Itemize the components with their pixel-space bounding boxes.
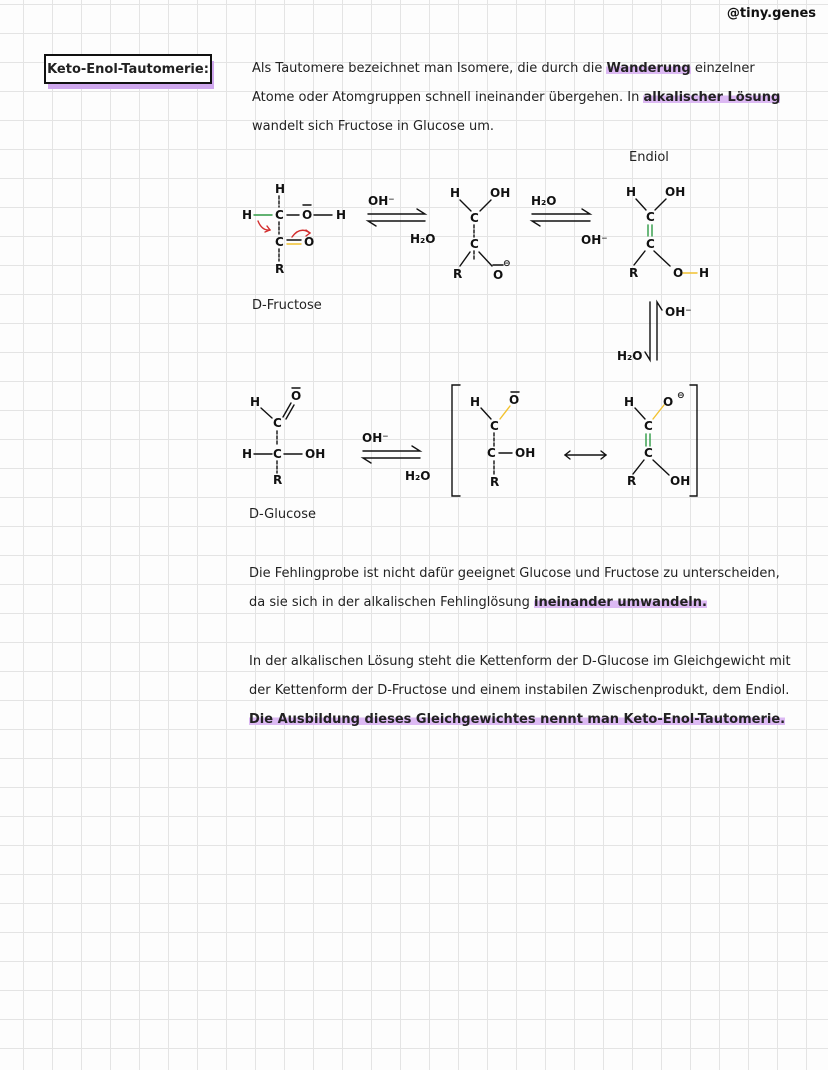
equilibrium-text: In der alkalischen Lösung steht die Kettenform der D-Glucose im Gleichgewicht mit der Kettenform der D-Fructose und einem instabilen Zwischenprodukt, dem Endiol.	[249, 654, 791, 699]
atom-r: R	[273, 473, 283, 487]
reagent-oh-minus: OH⁻	[368, 194, 395, 208]
atom-c: C	[273, 447, 282, 461]
reagent-h2o: H₂O	[405, 469, 431, 483]
atom-o: O	[304, 235, 315, 249]
atom-h: H	[275, 182, 286, 196]
atom-r: R	[275, 262, 285, 276]
reagent-h2o: H₂O	[531, 194, 557, 208]
fructose-structure	[242, 182, 346, 276]
atom-h: H	[470, 395, 481, 409]
atom-c: C	[275, 208, 284, 222]
resonance-structure-1	[470, 393, 535, 489]
atom-r: R	[629, 266, 639, 280]
atom-c: C	[644, 419, 653, 433]
reagent-h2o: H₂O	[410, 232, 436, 246]
atom-c: C	[275, 235, 284, 249]
atom-c: C	[490, 419, 499, 433]
label-endiol: Endiol	[629, 150, 669, 165]
atom-oh: OH	[665, 185, 686, 199]
atom-c: C	[646, 210, 655, 224]
highlight-alkalische-loesung: alkalischer Lösung	[643, 90, 781, 106]
atom-c: C	[470, 211, 479, 225]
atom-c: C	[273, 416, 282, 430]
atom-r: R	[453, 267, 463, 281]
atom-h: H	[242, 208, 253, 222]
highlight-ineinander-umwandeln: ineinander umwandeln.	[534, 595, 707, 611]
glucose-structure	[242, 389, 325, 487]
atom-h: H	[624, 395, 635, 409]
atom-o: O	[302, 208, 313, 222]
atom-c: C	[470, 237, 479, 251]
atom-o: O	[291, 389, 302, 403]
atom-o: O	[673, 266, 684, 280]
fehling-text: Die Fehlingprobe ist nicht dafür geeignet Glucose und Fructose zu unterscheiden, da sie sich in der alkalischen Fehlinglösung	[249, 566, 780, 611]
atom-h: H	[336, 208, 347, 222]
reagent-oh-minus: OH⁻	[362, 431, 389, 445]
enolate-structure	[450, 186, 511, 282]
atom-h: H	[250, 395, 261, 409]
atom-oh: OH	[305, 447, 326, 461]
atom-c: C	[644, 446, 653, 460]
author-handle: @tiny.genes	[726, 6, 816, 21]
endiol-structure	[626, 185, 709, 280]
atom-h: H	[450, 186, 461, 200]
intro-text-2: einzelner Atome oder Atomgruppen schnell ineinander übergehen. In	[252, 61, 755, 106]
atom-h: H	[242, 447, 253, 461]
atom-oh: OH	[670, 474, 691, 488]
atom-r: R	[627, 474, 637, 488]
atom-o: O	[493, 268, 504, 282]
atom-h: H	[626, 185, 637, 199]
reagent-oh-minus: OH⁻	[665, 305, 692, 319]
section-title: Keto-Enol-Tautomerie:	[44, 54, 212, 84]
atom-oh: OH	[490, 186, 511, 200]
equilibrium-paragraph	[249, 647, 794, 735]
fehling-paragraph	[249, 559, 794, 617]
atom-h: H	[699, 266, 710, 280]
atom-o: O	[509, 393, 520, 407]
label-d-fructose: D-Fructose	[252, 298, 322, 313]
charge-minus: ⊖	[503, 259, 511, 269]
atom-c: C	[487, 446, 496, 460]
intro-text-3: wandelt sich Fructose in Glucose um.	[252, 119, 494, 135]
intro-text-1: Als Tautomere bezeichnet man Isomere, die durch die	[252, 61, 607, 76]
atom-oh: OH	[515, 446, 536, 460]
atom-o: O	[663, 395, 674, 409]
reagent-oh-minus: OH⁻	[581, 233, 608, 247]
highlight-keto-enol-definition: Die Ausbildung dieses Gleichgewichtes nennt man Keto-Enol-Tautomerie.	[249, 712, 786, 728]
label-d-glucose: D-Glucose	[249, 507, 316, 522]
atom-r: R	[490, 475, 500, 489]
atom-c: C	[646, 237, 655, 251]
charge-minus: ⊖	[677, 391, 685, 401]
highlight-wanderung: Wanderung	[606, 61, 691, 76]
reagent-h2o: H₂O	[617, 349, 643, 363]
